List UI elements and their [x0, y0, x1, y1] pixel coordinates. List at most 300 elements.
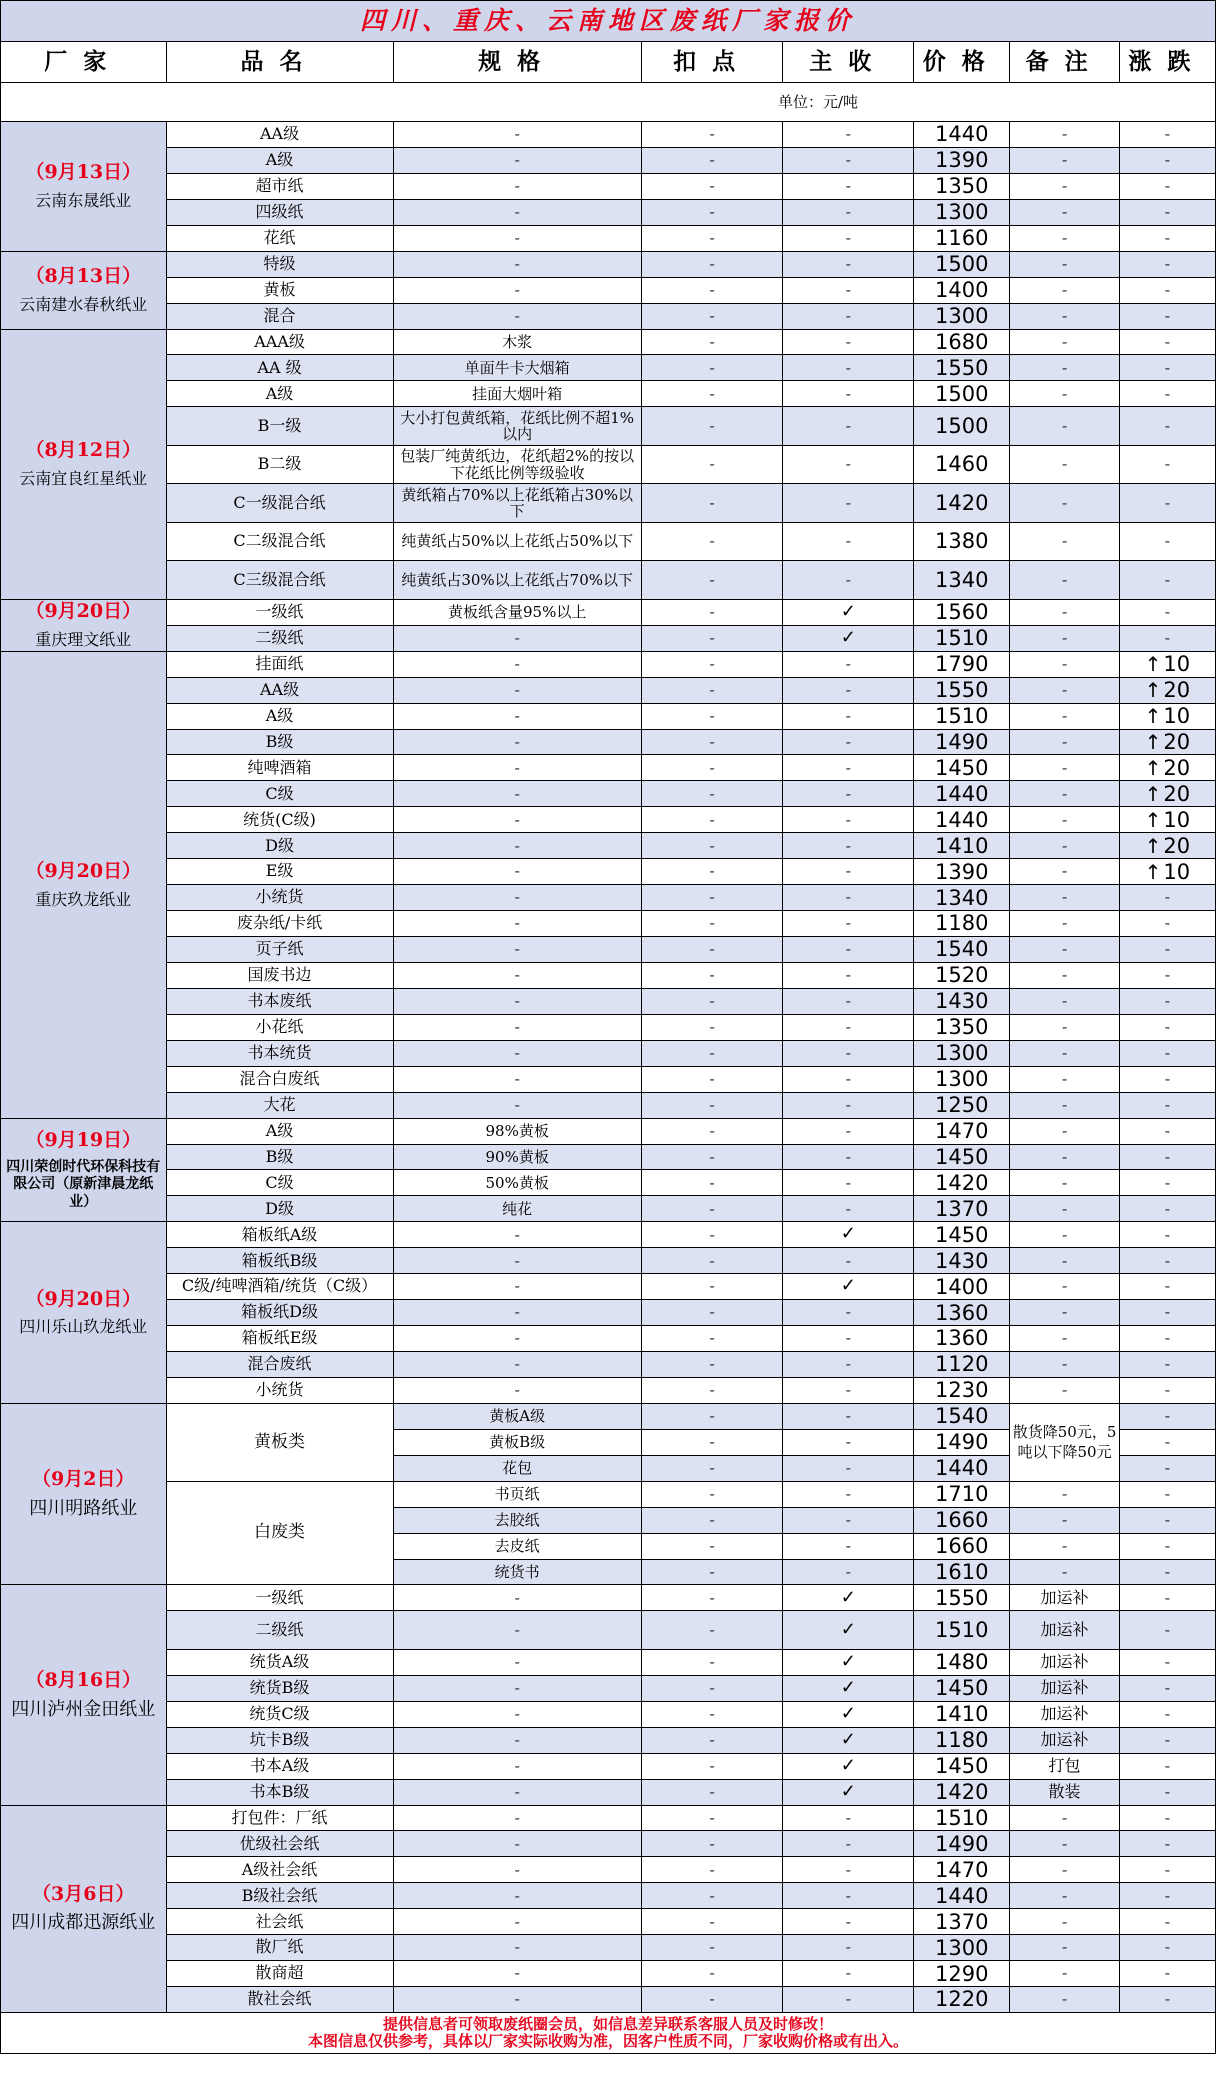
change-cell: -	[1119, 522, 1215, 561]
deduct-cell: -	[641, 1701, 783, 1727]
change-cell: -	[1119, 484, 1215, 523]
up-arrow-icon: ↑	[1144, 859, 1162, 884]
deduct-cell: -	[641, 1403, 783, 1429]
change-cell	[1119, 755, 1215, 781]
price-cell: 1510	[914, 1805, 1010, 1831]
change-cell: -	[1119, 1222, 1215, 1248]
main-cell: -	[783, 251, 914, 277]
change-cell: -	[1119, 1455, 1215, 1481]
deduct-cell: -	[641, 147, 783, 173]
change-cell: -	[1119, 1118, 1215, 1144]
main-cell: -	[783, 781, 914, 807]
price-cell: 1340	[914, 561, 1010, 600]
table-row	[1, 1066, 1216, 1092]
spec-cell: -	[393, 1092, 641, 1118]
price-cell: 1610	[914, 1559, 1010, 1585]
item-cell: A级	[166, 147, 393, 173]
main-cell: -	[783, 1961, 914, 1987]
factory-name: 云南建水春秋纸业	[19, 294, 148, 314]
deduct-cell: -	[641, 651, 783, 677]
item-cell: B二级	[166, 445, 393, 484]
item-cell: 统货C级	[166, 1701, 393, 1727]
deduct-cell: -	[641, 355, 783, 381]
spec-cell: 书页纸	[393, 1481, 641, 1507]
main-cell	[783, 1753, 914, 1779]
change-cell	[1119, 807, 1215, 833]
table-row	[1, 729, 1216, 755]
spec-cell: -	[393, 1805, 641, 1831]
item-cell: 散商超	[166, 1961, 393, 1987]
note-cell: -	[1010, 407, 1119, 446]
note-cell: -	[1010, 911, 1119, 937]
price-cell: 1160	[914, 225, 1010, 251]
spec-cell: 黄纸箱占70%以上花纸箱占30%以下	[393, 484, 641, 523]
deduct-cell: -	[641, 833, 783, 859]
factory-cell	[1, 251, 167, 329]
category-cell: 黄板类	[166, 1403, 393, 1481]
deduct-cell: -	[641, 1675, 783, 1701]
main-cell: -	[783, 1118, 914, 1144]
table-row	[1, 1611, 1216, 1650]
table-row	[1, 962, 1216, 988]
factory-date: （8月13日）	[25, 265, 142, 288]
footer-line: 本图信息仅供参考，具体以厂家实际收购为准，因客户性质不同，厂家收购价格或有出入。	[307, 2032, 908, 2050]
change-cell: -	[1119, 1326, 1215, 1352]
deduct-cell: -	[641, 1533, 783, 1559]
change-cell: -	[1119, 1377, 1215, 1403]
main-cell: -	[783, 381, 914, 407]
spec-cell: -	[393, 807, 641, 833]
main-cell: -	[783, 199, 914, 225]
header-change: 涨跌	[1119, 42, 1215, 83]
factory-cell	[1, 1403, 167, 1585]
factory-name: 四川成都迅源纸业	[11, 1912, 156, 1934]
price-cell: 1420	[914, 1170, 1010, 1196]
factory-cell	[1, 599, 167, 651]
note-cell: -	[1010, 859, 1119, 885]
up-arrow-icon: ↑	[1144, 729, 1162, 754]
check-icon: ✓	[840, 600, 856, 622]
deduct-cell: -	[641, 445, 783, 484]
spec-cell: -	[393, 1377, 641, 1403]
note-cell: -	[1010, 988, 1119, 1014]
price-cell: 1560	[914, 599, 1010, 625]
note-cell: -	[1010, 1352, 1119, 1378]
note-cell: -	[1010, 381, 1119, 407]
main-cell: -	[783, 1857, 914, 1883]
change-cell: -	[1119, 1507, 1215, 1533]
factory-date: （9月20日）	[25, 600, 142, 623]
main-cell: -	[783, 1883, 914, 1909]
main-cell	[783, 1222, 914, 1248]
note-cell: -	[1010, 1326, 1119, 1352]
item-cell: AAA级	[166, 329, 393, 355]
price-cell: 1390	[914, 147, 1010, 173]
item-cell: 散厂纸	[166, 1935, 393, 1961]
main-cell: -	[783, 729, 914, 755]
main-cell: -	[783, 1170, 914, 1196]
price-cell: 1300	[914, 1040, 1010, 1066]
deduct-cell: -	[641, 1481, 783, 1507]
spec-cell: -	[393, 651, 641, 677]
price-cell: 1220	[914, 1987, 1010, 2013]
up-arrow-icon: ↑	[1144, 755, 1162, 780]
up-arrow-icon: ↑	[1144, 652, 1162, 677]
change-value: 10	[1163, 807, 1191, 832]
item-cell: 二级纸	[166, 1611, 393, 1650]
item-cell: 坑卡B级	[166, 1727, 393, 1753]
header-note: 备注	[1010, 42, 1119, 83]
main-cell: -	[783, 703, 914, 729]
note-cell: -	[1010, 937, 1119, 963]
price-cell: 1420	[914, 1779, 1010, 1805]
table-row	[1, 1014, 1216, 1040]
deduct-cell: -	[641, 1092, 783, 1118]
price-cell: 1370	[914, 1196, 1010, 1222]
change-cell: -	[1119, 1274, 1215, 1300]
price-cell: 1400	[914, 1274, 1010, 1300]
change-value: 10	[1163, 703, 1191, 728]
deduct-cell: -	[641, 1455, 783, 1481]
deduct-cell: -	[641, 1196, 783, 1222]
main-cell: -	[783, 1326, 914, 1352]
note-cell: -	[1010, 1040, 1119, 1066]
price-cell: 1790	[914, 651, 1010, 677]
price-cell: 1490	[914, 1429, 1010, 1455]
note-cell: -	[1010, 1831, 1119, 1857]
price-cell: 1380	[914, 522, 1010, 561]
change-cell: -	[1119, 1300, 1215, 1326]
deduct-cell: -	[641, 407, 783, 446]
change-cell: -	[1119, 1831, 1215, 1857]
main-cell: -	[783, 1805, 914, 1831]
spec-cell: -	[393, 147, 641, 173]
deduct-cell: -	[641, 1961, 783, 1987]
price-cell: 1660	[914, 1507, 1010, 1533]
spec-cell: 纯黄纸占50%以上花纸占50%以下	[393, 522, 641, 561]
spec-cell: -	[393, 729, 641, 755]
item-cell: AA 级	[166, 355, 393, 381]
table-row	[1, 1675, 1216, 1701]
price-cell: 1490	[914, 1831, 1010, 1857]
table-row	[1, 1352, 1216, 1378]
price-cell: 1180	[914, 911, 1010, 937]
factory-cell	[1, 122, 167, 252]
up-arrow-icon: ↑	[1144, 807, 1162, 832]
change-cell: -	[1119, 251, 1215, 277]
factory-date: （8月16日）	[25, 1668, 142, 1691]
category-cell: 白废类	[166, 1481, 393, 1585]
item-cell: D级	[166, 1196, 393, 1222]
change-cell: -	[1119, 1961, 1215, 1987]
change-cell	[1119, 781, 1215, 807]
change-cell: -	[1119, 937, 1215, 963]
deduct-cell: -	[641, 199, 783, 225]
note-cell: 加运补	[1010, 1675, 1119, 1701]
header-price: 价格	[914, 42, 1010, 83]
note-cell: -	[1010, 1909, 1119, 1935]
item-cell: 打包件：厂纸	[166, 1805, 393, 1831]
price-cell: 1440	[914, 1455, 1010, 1481]
table-row	[1, 1883, 1216, 1909]
price-cell: 1550	[914, 1585, 1010, 1611]
item-cell: C一级混合纸	[166, 484, 393, 523]
deduct-cell: -	[641, 1779, 783, 1805]
change-cell: -	[1119, 147, 1215, 173]
note-cell: 加运补	[1010, 1611, 1119, 1650]
item-cell: 花纸	[166, 225, 393, 251]
deduct-cell: -	[641, 1753, 783, 1779]
spec-cell: -	[393, 1248, 641, 1274]
item-cell: C级	[166, 781, 393, 807]
note-cell: -	[1010, 1883, 1119, 1909]
note-cell: -	[1010, 1092, 1119, 1118]
factory-cell	[1, 1222, 167, 1404]
change-cell: -	[1119, 599, 1215, 625]
item-cell: 特级	[166, 251, 393, 277]
deduct-cell: -	[641, 1987, 783, 2013]
spec-cell: 去皮纸	[393, 1533, 641, 1559]
change-cell: -	[1119, 1429, 1215, 1455]
table-row	[1, 1805, 1216, 1831]
deduct-cell: -	[641, 962, 783, 988]
main-cell: -	[783, 1533, 914, 1559]
table-row	[1, 147, 1216, 173]
deduct-cell: -	[641, 1507, 783, 1533]
change-cell: -	[1119, 625, 1215, 651]
factory-date: （9月13日）	[25, 161, 142, 184]
change-cell: -	[1119, 1805, 1215, 1831]
table-row	[1, 755, 1216, 781]
main-cell	[783, 1779, 914, 1805]
change-cell: -	[1119, 445, 1215, 484]
price-cell: 1370	[914, 1909, 1010, 1935]
item-cell: 超市纸	[166, 173, 393, 199]
item-cell: A级	[166, 703, 393, 729]
change-cell: -	[1119, 885, 1215, 911]
change-cell: -	[1119, 1585, 1215, 1611]
spec-cell: -	[393, 962, 641, 988]
spec-cell: -	[393, 199, 641, 225]
table-row	[1, 484, 1216, 523]
check-icon: ✓	[840, 1676, 856, 1698]
change-cell: -	[1119, 355, 1215, 381]
item-cell: 小统货	[166, 1377, 393, 1403]
spec-cell: 50%黄板	[393, 1170, 641, 1196]
deduct-cell: -	[641, 1222, 783, 1248]
price-cell: 1440	[914, 807, 1010, 833]
item-cell: 箱板纸E级	[166, 1326, 393, 1352]
price-cell: 1710	[914, 1481, 1010, 1507]
table-row	[1, 1196, 1216, 1222]
change-value: 20	[1163, 678, 1191, 703]
table-row	[1, 1481, 1216, 1507]
note-cell: 加运补	[1010, 1701, 1119, 1727]
note-cell: -	[1010, 484, 1119, 523]
deduct-cell: -	[641, 1935, 783, 1961]
deduct-cell: -	[641, 885, 783, 911]
main-cell: -	[783, 1559, 914, 1585]
main-cell: -	[783, 1352, 914, 1378]
table-row	[1, 1300, 1216, 1326]
spec-cell: 黄板纸含量95%以上	[393, 599, 641, 625]
deduct-cell: -	[641, 251, 783, 277]
item-cell: 大花	[166, 1092, 393, 1118]
change-cell: -	[1119, 1066, 1215, 1092]
item-cell: C级/纯啤酒箱/统货（C级）	[166, 1274, 393, 1300]
spec-cell: 黄板B级	[393, 1429, 641, 1455]
check-icon: ✓	[840, 1702, 856, 1724]
note-cell: -	[1010, 355, 1119, 381]
change-cell: -	[1119, 199, 1215, 225]
spec-cell: -	[393, 703, 641, 729]
price-cell: 1350	[914, 1014, 1010, 1040]
deduct-cell: -	[641, 484, 783, 523]
change-cell: -	[1119, 911, 1215, 937]
deduct-cell: -	[641, 599, 783, 625]
deduct-cell: -	[641, 1377, 783, 1403]
note-cell: -	[1010, 1222, 1119, 1248]
spec-cell: -	[393, 277, 641, 303]
deduct-cell: -	[641, 677, 783, 703]
item-cell: 挂面纸	[166, 651, 393, 677]
deduct-cell: -	[641, 1909, 783, 1935]
change-cell: -	[1119, 407, 1215, 446]
price-cell: 1680	[914, 329, 1010, 355]
table-row	[1, 407, 1216, 446]
table-row	[1, 522, 1216, 561]
item-cell: 小统货	[166, 885, 393, 911]
item-cell: E级	[166, 859, 393, 885]
change-cell: -	[1119, 1779, 1215, 1805]
spec-cell: 纯花	[393, 1196, 641, 1222]
note-cell: -	[1010, 781, 1119, 807]
item-cell: D级	[166, 833, 393, 859]
change-value: 20	[1163, 781, 1191, 806]
item-cell: 混合废纸	[166, 1352, 393, 1378]
note-cell: 加运补	[1010, 1727, 1119, 1753]
price-cell: 1120	[914, 1352, 1010, 1378]
deduct-cell: -	[641, 1040, 783, 1066]
spec-cell: -	[393, 1987, 641, 2013]
item-cell: 废杂纸/卡纸	[166, 911, 393, 937]
price-cell: 1660	[914, 1533, 1010, 1559]
table-row	[1, 1701, 1216, 1727]
main-cell: -	[783, 937, 914, 963]
main-cell: -	[783, 277, 914, 303]
note-cell: -	[1010, 522, 1119, 561]
deduct-cell: -	[641, 1727, 783, 1753]
price-cell: 1430	[914, 988, 1010, 1014]
main-cell: -	[783, 1066, 914, 1092]
spec-cell: -	[393, 225, 641, 251]
price-cell: 1390	[914, 859, 1010, 885]
factory-name: 云南宜良红星纸业	[19, 469, 148, 489]
header-main: 主收	[783, 42, 914, 83]
table-row	[1, 1248, 1216, 1274]
table-row	[1, 1961, 1216, 1987]
main-cell: -	[783, 1481, 914, 1507]
price-cell: 1470	[914, 1857, 1010, 1883]
spec-cell: -	[393, 1701, 641, 1727]
table-row	[1, 807, 1216, 833]
factory-name: 重庆理文纸业	[35, 630, 132, 650]
spec-cell: -	[393, 911, 641, 937]
main-cell: -	[783, 329, 914, 355]
price-cell: 1450	[914, 1144, 1010, 1170]
table-row	[1, 677, 1216, 703]
change-cell: -	[1119, 277, 1215, 303]
deduct-cell: -	[641, 1248, 783, 1274]
change-value: 20	[1163, 729, 1191, 754]
factory-name: 四川泸州金田纸业	[11, 1698, 156, 1720]
item-cell: 混合	[166, 303, 393, 329]
main-cell: -	[783, 522, 914, 561]
check-icon: ✓	[840, 1780, 856, 1802]
table-row	[1, 251, 1216, 277]
main-cell: -	[783, 225, 914, 251]
change-cell: -	[1119, 1987, 1215, 2013]
table-row	[1, 1222, 1216, 1248]
price-cell: 1500	[914, 407, 1010, 446]
note-cell: -	[1010, 1935, 1119, 1961]
factory-date: （9月19日）	[25, 1128, 142, 1151]
table-row	[1, 277, 1216, 303]
factory-name: 云南东晟纸业	[35, 191, 132, 211]
item-cell: 箱板纸B级	[166, 1248, 393, 1274]
note-cell: -	[1010, 147, 1119, 173]
spec-cell: 纯黄纸占30%以上花纸占70%以下	[393, 561, 641, 600]
note-cell: -	[1010, 1377, 1119, 1403]
item-cell: C级	[166, 1170, 393, 1196]
change-value: 20	[1163, 833, 1191, 858]
change-cell: -	[1119, 1481, 1215, 1507]
price-cell: 1450	[914, 1675, 1010, 1701]
price-cell: 1470	[914, 1118, 1010, 1144]
spec-cell: -	[393, 1649, 641, 1675]
change-cell: -	[1119, 962, 1215, 988]
deduct-cell: -	[641, 225, 783, 251]
deduct-cell: -	[641, 625, 783, 651]
price-cell: 1520	[914, 962, 1010, 988]
deduct-cell: -	[641, 122, 783, 148]
deduct-cell: -	[641, 937, 783, 963]
spec-cell: -	[393, 1300, 641, 1326]
main-cell: -	[783, 859, 914, 885]
deduct-cell: -	[641, 1649, 783, 1675]
check-icon: ✓	[840, 1586, 856, 1608]
footer-line: 提供信息者可领取废纸圈会员，如信息差异联系客服人员及时修改！	[382, 2014, 833, 2033]
price-cell: 1440	[914, 122, 1010, 148]
note-cell: -	[1010, 1066, 1119, 1092]
spec-cell: -	[393, 1857, 641, 1883]
change-cell	[1119, 833, 1215, 859]
note-cell: -	[1010, 199, 1119, 225]
note-cell: 加运补	[1010, 1649, 1119, 1675]
note-cell: -	[1010, 303, 1119, 329]
table-row	[1, 355, 1216, 381]
deduct-cell: -	[641, 561, 783, 600]
table-row	[1, 599, 1216, 625]
item-cell: 书本B级	[166, 1779, 393, 1805]
table-row	[1, 329, 1216, 355]
note-cell: -	[1010, 677, 1119, 703]
factory-cell	[1, 651, 167, 1118]
deduct-cell: -	[641, 1014, 783, 1040]
price-cell: 1180	[914, 1727, 1010, 1753]
spec-cell: 98%黄板	[393, 1118, 641, 1144]
price-cell: 1340	[914, 885, 1010, 911]
